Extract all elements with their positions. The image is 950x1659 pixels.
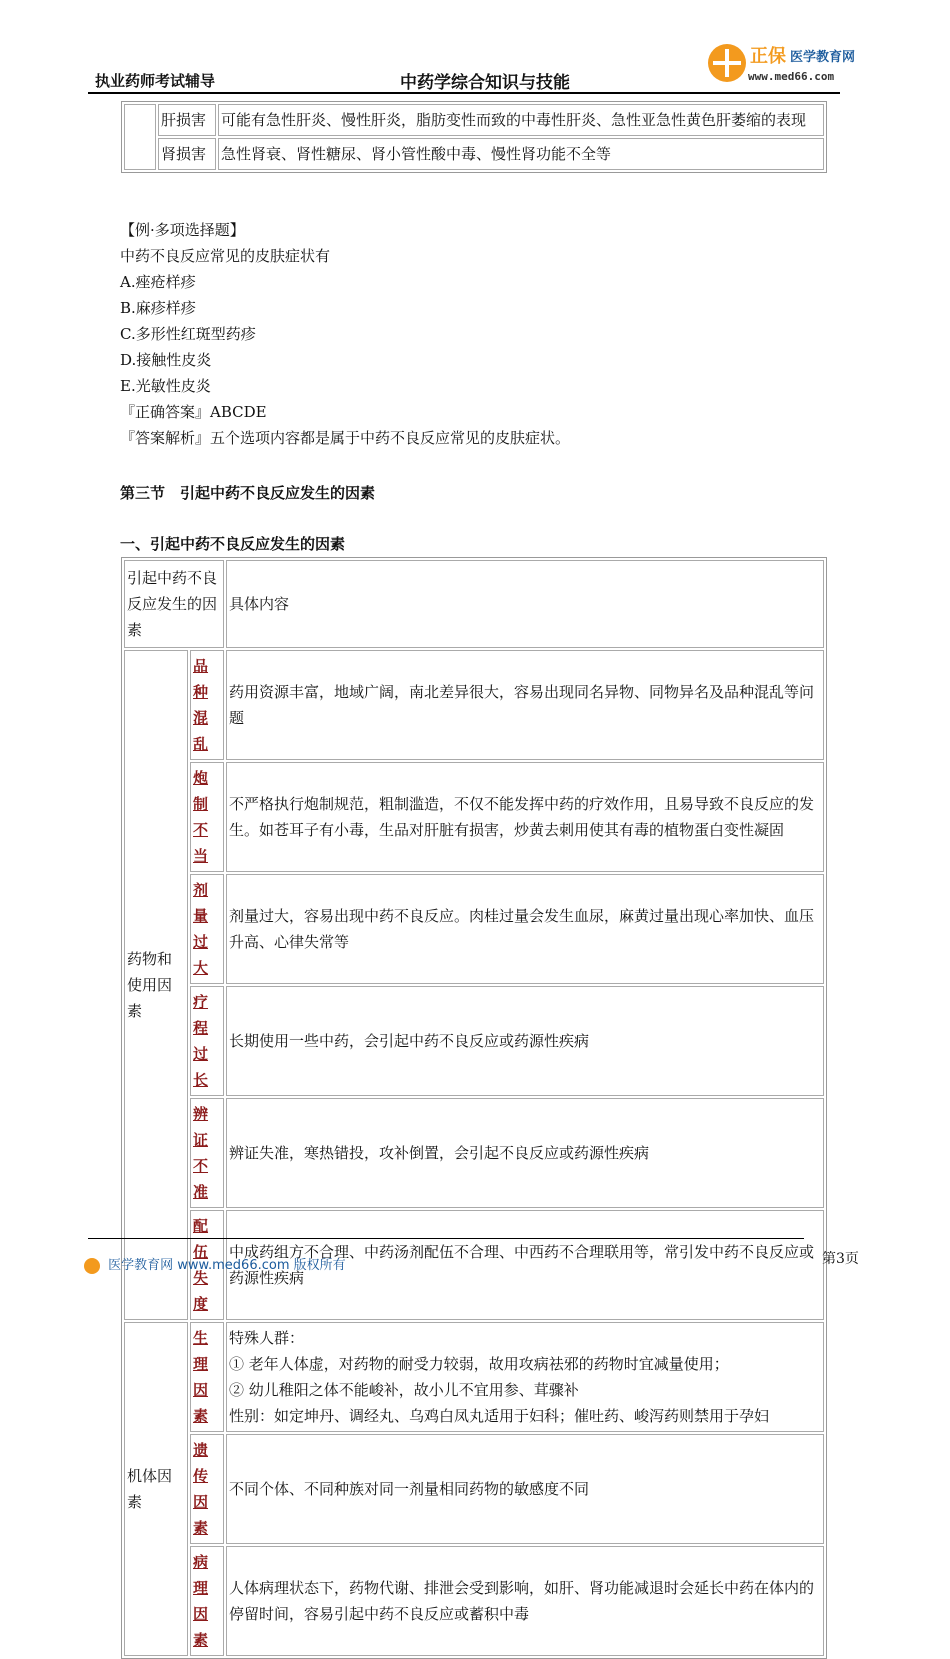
factor-content: 长期使用一些中药，会引起中药不良反应或药源性疾病 [226,986,824,1096]
group-drug-use: 药物和使用因素 [124,650,188,1320]
table-row [124,650,824,760]
option-e: E.光敏性皮炎 [120,377,211,395]
option-c: C.多形性红斑型药疹 [120,325,256,343]
factor-content-multiline [226,1322,824,1432]
table-row [124,1322,824,1432]
table-row [124,874,824,984]
group-body: 机体因素 [124,1322,188,1656]
content-line: ② 幼儿稚阳之体不能峻补，故小儿不宜用参、茸骤补 [229,1381,579,1399]
table-row [124,762,824,872]
content-line: 特殊人群： [229,1329,305,1347]
section-title: 第三节 引起中药不良反应发生的因素 [120,484,376,502]
factor-label[interactable]: 辨证不准 [190,1098,224,1208]
example-tag: 【例·多项选择题】 [120,221,245,239]
factor-content: 人体病理状态下，药物代谢、排泄会受到影响，如肝、肾功能减退时会延长中药在体内的停留时间，容易引起中药不良反应或蓄积中毒 [226,1546,824,1656]
page-number: 第3页 [822,1251,859,1267]
table-cell-empty [124,104,156,170]
logo-name: 医学教育网 [790,50,856,65]
logo-brand: 正保 [750,46,786,67]
logo [708,42,858,88]
table-organ-damage [121,101,827,173]
footer-site-name: 医学教育网 [108,1258,174,1273]
correct-answer: 『正确答案』ABCDE [120,403,267,421]
table-cell-content: 可能有急性肝炎、慢性肝炎，脂肪变性而致的中毒性肝炎、急性亚急性黄色肝萎缩的表现 [218,104,824,136]
factor-label[interactable]: 疗程过长 [190,986,224,1096]
factor-content: 不严格执行炮制规范，粗制滥造，不仅不能发挥中药的疗效作用，且易导致不良反应的发生。如苍耳子有小毒，生品对肝脏有损害，炒黄去刺用使其有毒的植物蛋白变性凝固 [226,762,824,872]
option-a: A.痤疮样疹 [120,273,196,291]
factor-label[interactable]: 剂量过大 [190,874,224,984]
header-left-title: 执业药师考试辅导 [95,72,216,90]
table-row [124,1098,824,1208]
content-line: ① 老年人体虚，对药物的耐受力较弱，故用攻病祛邪的药物时宜减量使用； [229,1355,729,1373]
factor-content: 药用资源丰富，地域广阔，南北差异很大，容易出现同名异物、同物异名及品种混乱等问题 [226,650,824,760]
table-cell-label: 肝损害 [158,104,216,136]
table-row [124,1546,824,1656]
table-cell-label: 肾损害 [158,138,216,170]
logo-cross-icon [708,44,746,82]
option-d: D.接触性皮炎 [120,351,212,369]
option-b: B.麻疹样疹 [120,299,196,317]
header-center-title: 中药学综合知识与技能 [400,73,570,93]
factor-content: 不同个体、不同种族对同一剂量相同药物的敏感度不同 [226,1434,824,1544]
table-header-row [124,560,824,648]
factor-content: 辨证失准，寒热错投，攻补倒置，会引起不良反应或药源性疾病 [226,1098,824,1208]
answer-analysis: 『答案解析』五个选项内容都是属于中药不良反应常见的皮肤症状。 [120,429,571,447]
section-subtitle: 一、引起中药不良反应发生的因素 [120,535,346,553]
footer-site [84,1254,346,1274]
factor-label[interactable]: 配伍失度 [190,1210,224,1320]
table-header-content: 具体内容 [226,560,824,648]
factor-content: 剂量过大，容易出现中药不良反应。肉桂过量会发生血尿，麻黄过量出现心率加快、血压升高、心律失常等 [226,874,824,984]
factor-label[interactable]: 炮制不当 [190,762,224,872]
factor-label[interactable]: 品种混乱 [190,650,224,760]
logo-url: www.med66.com [748,70,835,83]
table-row [124,1434,824,1544]
footer-divider [88,1238,804,1239]
content-line: 性别：如定坤丹、调经丸、乌鸡白凤丸适用于妇科；催吐药、峻泻药则禁用于孕妇 [229,1407,770,1425]
factor-content: 中成药组方不合理、中药汤剂配伍不合理、中西药不合理联用等，常引发中药不良反应或药源性疾病 [226,1210,824,1320]
example-question: 中药不良反应常见的皮肤症状有 [120,247,331,265]
table-row [124,138,824,170]
header-divider [88,92,840,94]
footer-rights: 版权所有 [293,1258,346,1273]
table-header-factor: 引起中药不良反应发生的因素 [124,560,224,648]
table-row [124,986,824,1096]
footer-url: www.med66.com [177,1258,290,1273]
factor-label[interactable]: 遗传因素 [190,1434,224,1544]
table-factors [121,557,827,1659]
factor-label[interactable]: 病理因素 [190,1546,224,1656]
factor-label[interactable]: 生理因素 [190,1322,224,1432]
table-cell-content: 急性肾衰、肾性糖尿、肾小管性酸中毒、慢性肾功能不全等 [218,138,824,170]
table-row [124,104,824,136]
site-logo-icon [84,1258,100,1274]
